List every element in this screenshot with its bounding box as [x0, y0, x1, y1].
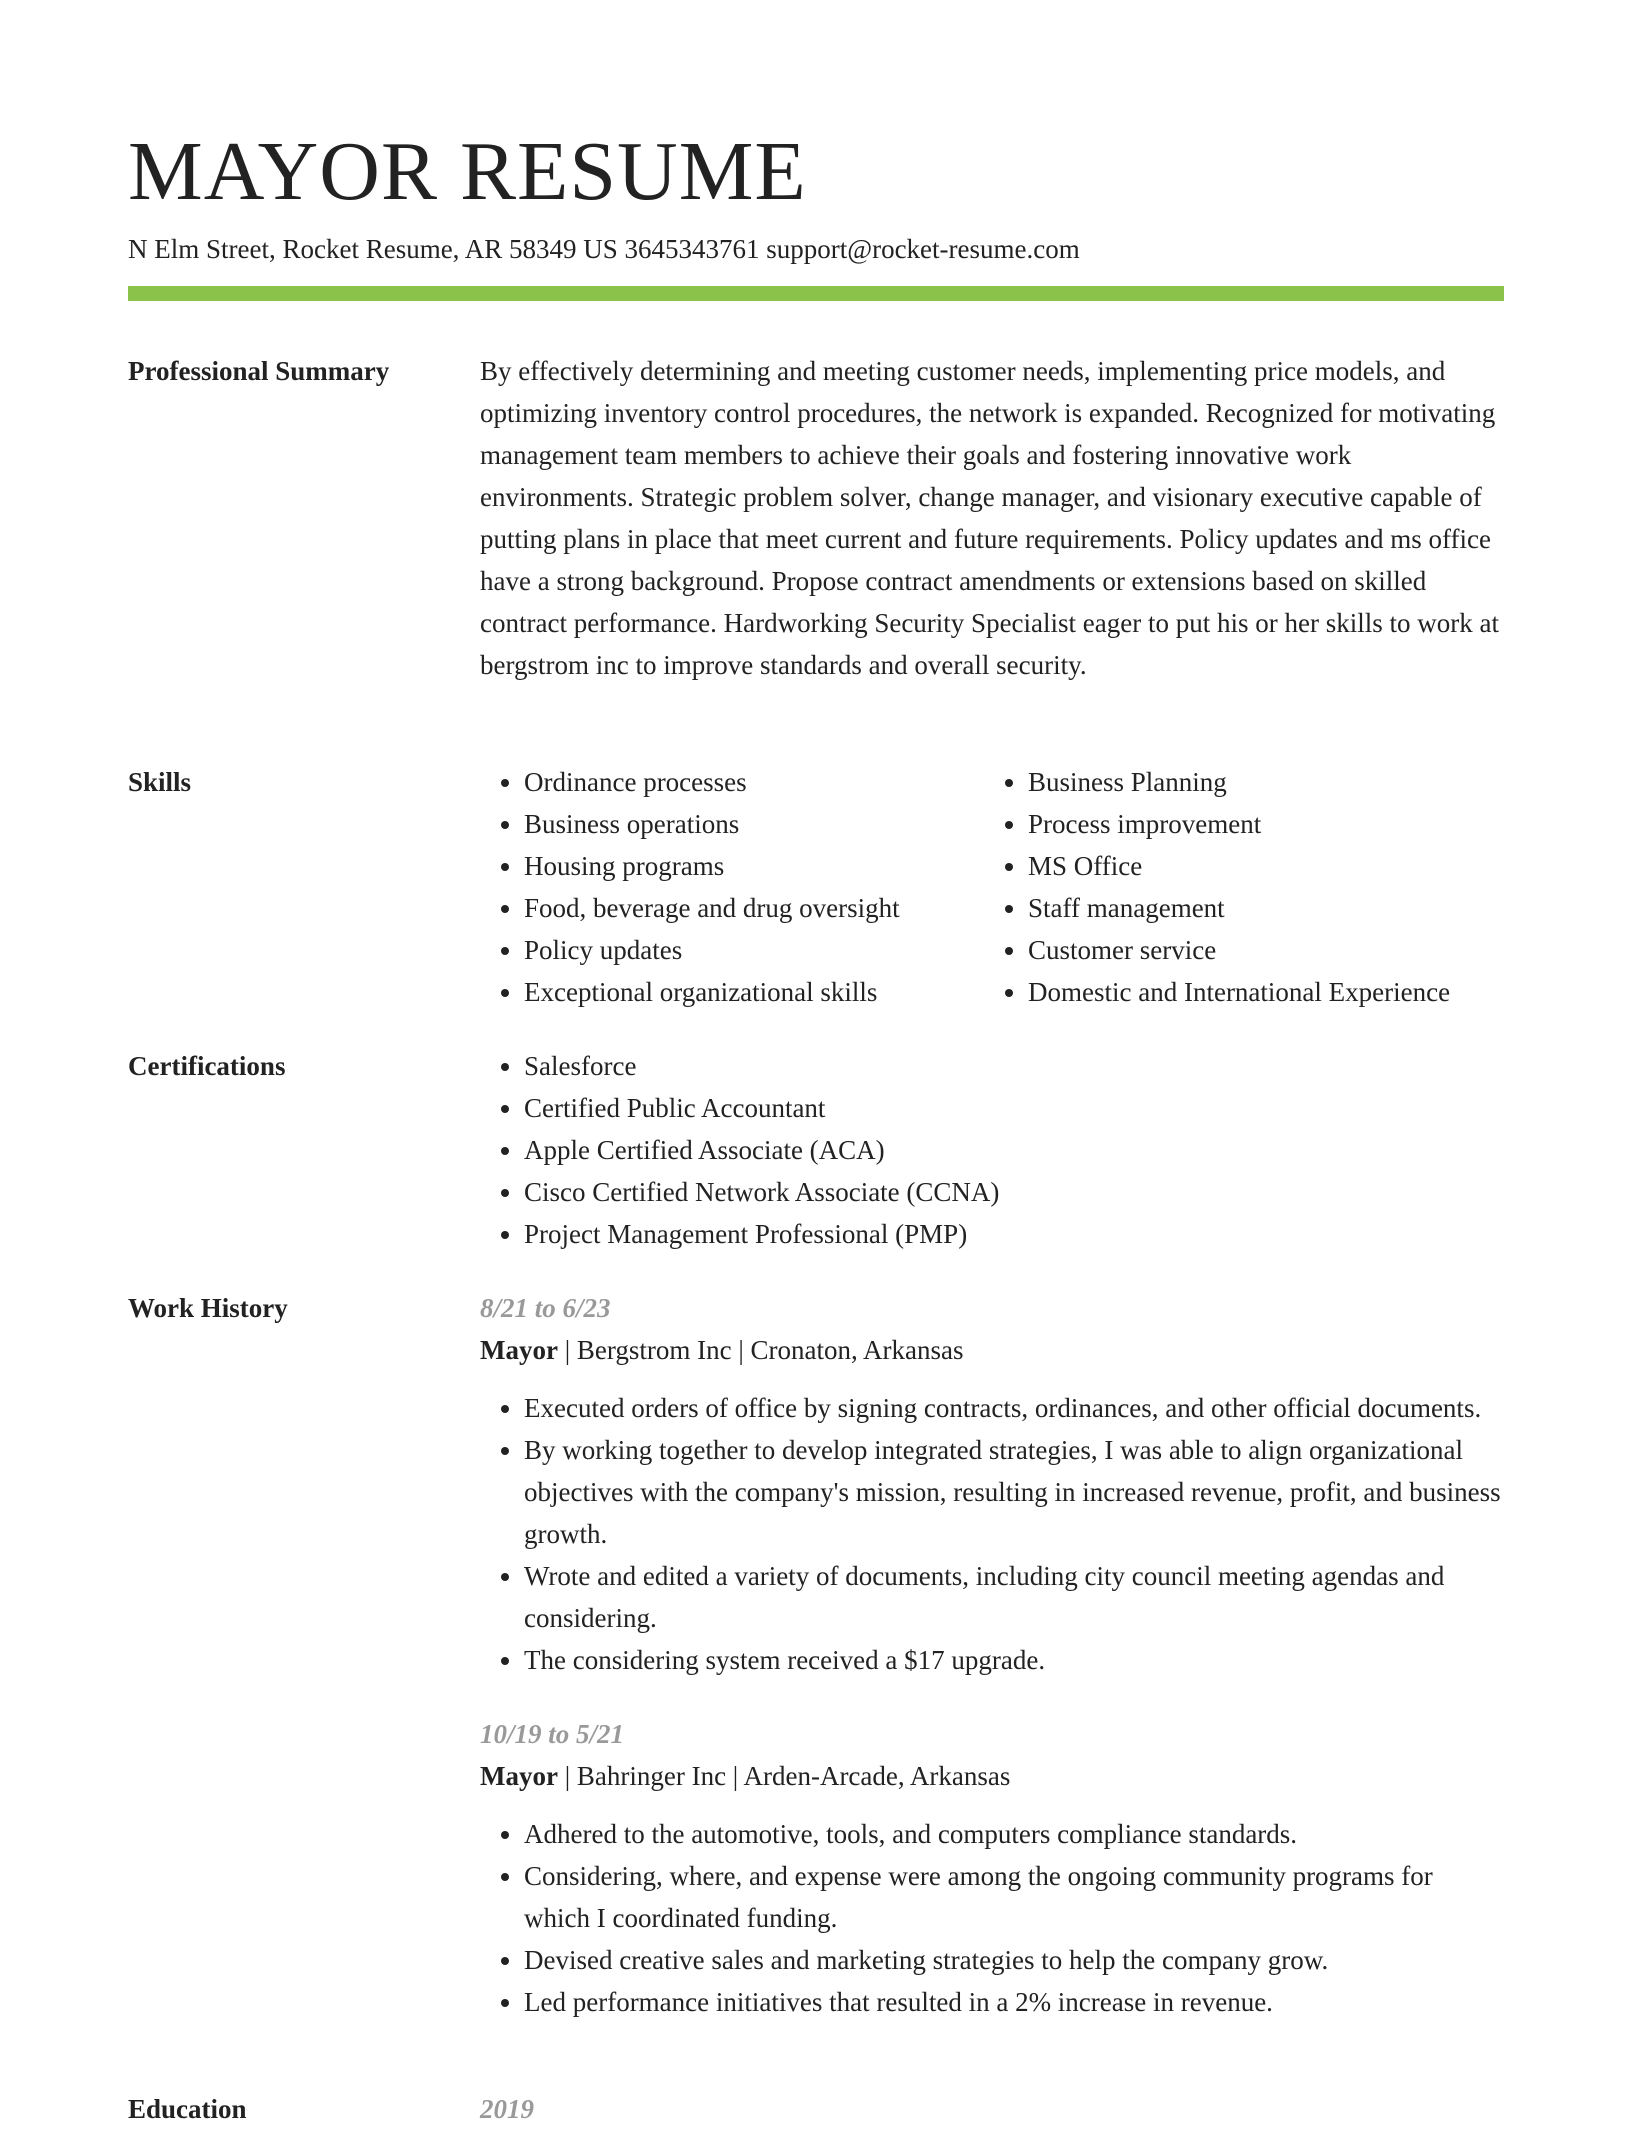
certification-item: • Apple Certified Associate (ACA): [524, 1129, 1504, 1171]
certification-item: • Certified Public Accountant: [524, 1087, 1504, 1129]
contact-info: N Elm Street, Rocket Resume, AR 58349 US 3645343761 support@rocket-resume.com: [128, 234, 1080, 264]
header-divider: [128, 286, 1504, 301]
skills-column-1: [480, 761, 984, 1013]
job-title: Mayor: [480, 1335, 558, 1365]
job-dates: 8/21 to 6/23: [480, 1293, 611, 1323]
job-bullet: • Led performance initiatives that resulted in a 2% increase in revenue.: [524, 1981, 1504, 2023]
skill-item: • Exceptional organizational skills: [524, 971, 984, 1013]
job-entry: [480, 1287, 1504, 1681]
job-bullet: • Adhered to the automotive, tools, and computers compliance standards.: [524, 1813, 1504, 1855]
job-bullets: [480, 1813, 1504, 2023]
education-dates: 2019: [480, 2094, 534, 2124]
job-title: Mayor: [480, 1761, 558, 1791]
work-history: [480, 1287, 1504, 2023]
summary-text: By effectively determining and meeting customer needs, implementing price models, and optimizing inventory control procedures, the network is expanded. Recognized for motivating management team members to achieve their goals and fostering innovative work environments. Strategic problem solver, change manager, and visionary executive capable of putting plans in place that meet current and future requirements. Policy updates and ms office have a strong background. Propose contract amendments or extensions based on skilled contract performance. Hardworking Security Specialist eager to put his or her skills to work at bergstrom inc to improve standards and overall security.: [480, 356, 1499, 680]
job-bullet: • Wrote and edited a variety of documents, including city council meeting agendas and considering.: [524, 1555, 1504, 1639]
skills-list: [480, 761, 1504, 1013]
certifications-bullets: [480, 1045, 1504, 1255]
certification-item: • Cisco Certified Network Associate (CCNA): [524, 1171, 1504, 1213]
job-details: | Bergstrom Inc | Cronaton, Arkansas: [557, 1335, 964, 1365]
section-label-education: Education: [128, 2094, 247, 2124]
job-heading: [480, 1755, 1504, 1797]
resume-title: MAYOR RESUME: [128, 125, 807, 218]
skill-item: • Staff management: [1028, 887, 1548, 929]
section-label-skills: Skills: [128, 767, 192, 797]
skill-item: • Process improvement: [1028, 803, 1548, 845]
job-bullet: • Executed orders of office by signing contracts, ordinances, and other official documents.: [524, 1387, 1504, 1429]
job-entry: [480, 1713, 1504, 2023]
job-heading: [480, 1329, 1504, 1371]
skill-item: • MS Office: [1028, 845, 1548, 887]
certification-item: • Project Management Professional (PMP): [524, 1213, 1504, 1255]
job-bullet: • The considering system received a $17 upgrade.: [524, 1639, 1504, 1681]
section-label-work-history: Work History: [128, 1293, 288, 1323]
job-bullets: [480, 1387, 1504, 1681]
certifications-list: [480, 1045, 1504, 1255]
skill-item: • Customer service: [1028, 929, 1548, 971]
skills-column-2: [984, 761, 1548, 1013]
skill-item: • Policy updates: [524, 929, 984, 971]
skill-item: • Domestic and International Experience: [1028, 971, 1548, 1013]
skill-item: • Ordinance processes: [524, 761, 984, 803]
job-dates: 10/19 to 5/21: [480, 1719, 625, 1749]
job-bullet: • Devised creative sales and marketing strategies to help the company grow.: [524, 1939, 1504, 1981]
skill-item: • Food, beverage and drug oversight: [524, 887, 984, 929]
skill-item: • Housing programs: [524, 845, 984, 887]
job-bullet: • By working together to develop integrated strategies, I was able to align organizational objectives with the company's mission, resulting in increased revenue, profit, and business growth.: [524, 1429, 1504, 1555]
job-details: | Bahringer Inc | Arden-Arcade, Arkansas: [557, 1761, 1011, 1791]
skill-item: • Business operations: [524, 803, 984, 845]
section-label-summary: Professional Summary: [128, 356, 390, 386]
certification-item: • Salesforce: [524, 1045, 1504, 1087]
job-bullet: • Considering, where, and expense were among the ongoing community programs for which I coordinated funding.: [524, 1855, 1504, 1939]
skill-item: • Business Planning: [1028, 761, 1548, 803]
section-label-certifications: Certifications: [128, 1051, 286, 1081]
